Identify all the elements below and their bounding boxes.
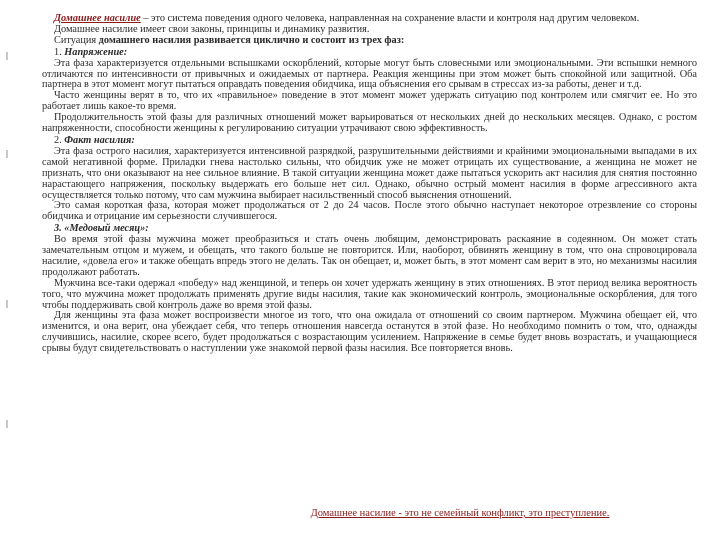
intro-title: Домашнее насилие bbox=[54, 13, 141, 24]
phase1-paragraph-1: Эта фаза характеризуется отдельными вспышками оскорблений, которые могут быть словесными или эмоциональными. Эти вспышки немного отличаются по интенсивности от привычных и ожидаемых от партнера. Реакция женщины при этом может быть спокойной или защитной. Оба партнера в этот момент могут пытаться оправдать поведения обидчика, ища объяснения его срывам в стрессах из-за работы, денег и т.д. bbox=[42, 57, 697, 91]
footer-slogan: Домашнее насилие - это не семейный конфликт, это преступление. bbox=[310, 508, 610, 519]
phase2-paragraph-2: Это самая короткая фаза, которая может продолжаться от 2 до 24 часов. После этого обычно наступает некоторое отрезвление со стороны обидчика и отрицание им серьезности случившегося. bbox=[42, 200, 697, 223]
intro-definition: – это система поведения одного человека, направленная на сохранение власти и контроля над другим человеком. bbox=[140, 13, 640, 24]
page-edge-dash bbox=[6, 150, 8, 158]
phase3-paragraph-1: Во время этой фазы мужчина может преобразиться и стать очень любящим, демонстрировать раскаяние в содеянном. Он может стать замечательным отцом и мужем, и обещать, что такого больше не повторится. Или, наоборот, обвинять женщину в том, что она спровоцировала насилие, «довела его» и также обещать впредь этого не делать. Так он обещает, и, может быть, в этот момент сам верит в это, но механизмы насилия продолжают работать. bbox=[42, 234, 697, 278]
situation-paragraph: Ситуация домашнего насилия развивается циклично и состоит из трех фаз: bbox=[54, 34, 405, 46]
page-edge-dash bbox=[6, 52, 8, 60]
phase2-paragraph-1: Эта фаза острого насилия, характеризуется интенсивной разрядкой, разрушительными действиями и крайними эмоциональными выпадами в их самой негативной форме. Приладки гнева настолько сильны, что обидчик уже не может отрицать их существование, а женщина не может не признать, что они оказывают на нее сильное влияние. В такой ситуации женщина может даже пытаться ускорить акт насилия для снятия постоянно нарастающего напряжения, поскольку выдержать его больше нет сил. Однако, обычно острый момент насилия в форме агрессивного акта осуществляется только потому, что сам мужчина выбирает насильственный способ выяснения отношений. bbox=[42, 145, 697, 201]
phase1-paragraph-2: Часто женщины верят в то, что их «правильное» поведение в этот момент может удержать ситуацию под контролем или смягчит ее. Но это работает лишь какое-то время. bbox=[42, 90, 697, 113]
phase1-paragraph-3: Продолжительность этой фазы для различных отношений может варьироваться от нескольких дней до нескольких месяцев. Однако, с ростом напряженности, способности женщины к регулированию ситуации утрачивают свою эффективность. bbox=[42, 112, 697, 135]
page-edge-dash bbox=[6, 420, 8, 428]
document-body bbox=[42, 14, 697, 355]
phase3-heading: 3. «Медовый месяц»: bbox=[54, 223, 149, 235]
phase3-paragraph-3: Для женщины эта фаза может воспроизвести многое из того, что она ожидала от отношений со своим партнером. Мужчина обещает ей, что изменится, и она верит, она убеждает себя, что теперь отношения навсегда останутся в этой фазе. Но необходимо помнить о том, что, однажды случившись, насилие, скорее всего, будет продолжаться с возрастающим усилением. Напряжение в семье будет вновь возрастать, и учащающиеся срывы будут свидетельствовать о наступлении уже знакомой первой фазы насилия. Все повторяется вновь. bbox=[42, 310, 697, 355]
laws-paragraph: Домашнее насилие имеет свои законы, принципы и динамику развития. bbox=[54, 23, 370, 35]
phase3-paragraph-2: Мужчина все-таки одержал «победу» над женщиной, и теперь он хочет удержать женщину в этих отношениях. В этот период велика вероятность того, что мужчина может продолжать применять другие виды насилия, такие как экономический контроль, эмоциональные оскорбления, для того чтобы поддерживать свой контроль даже во время этой фазы. bbox=[42, 277, 697, 311]
page-edge-dash bbox=[6, 300, 8, 308]
phase1-heading: 1. Напряжение: bbox=[54, 46, 128, 58]
phase2-heading: 2. Факт насилия: bbox=[54, 134, 135, 146]
